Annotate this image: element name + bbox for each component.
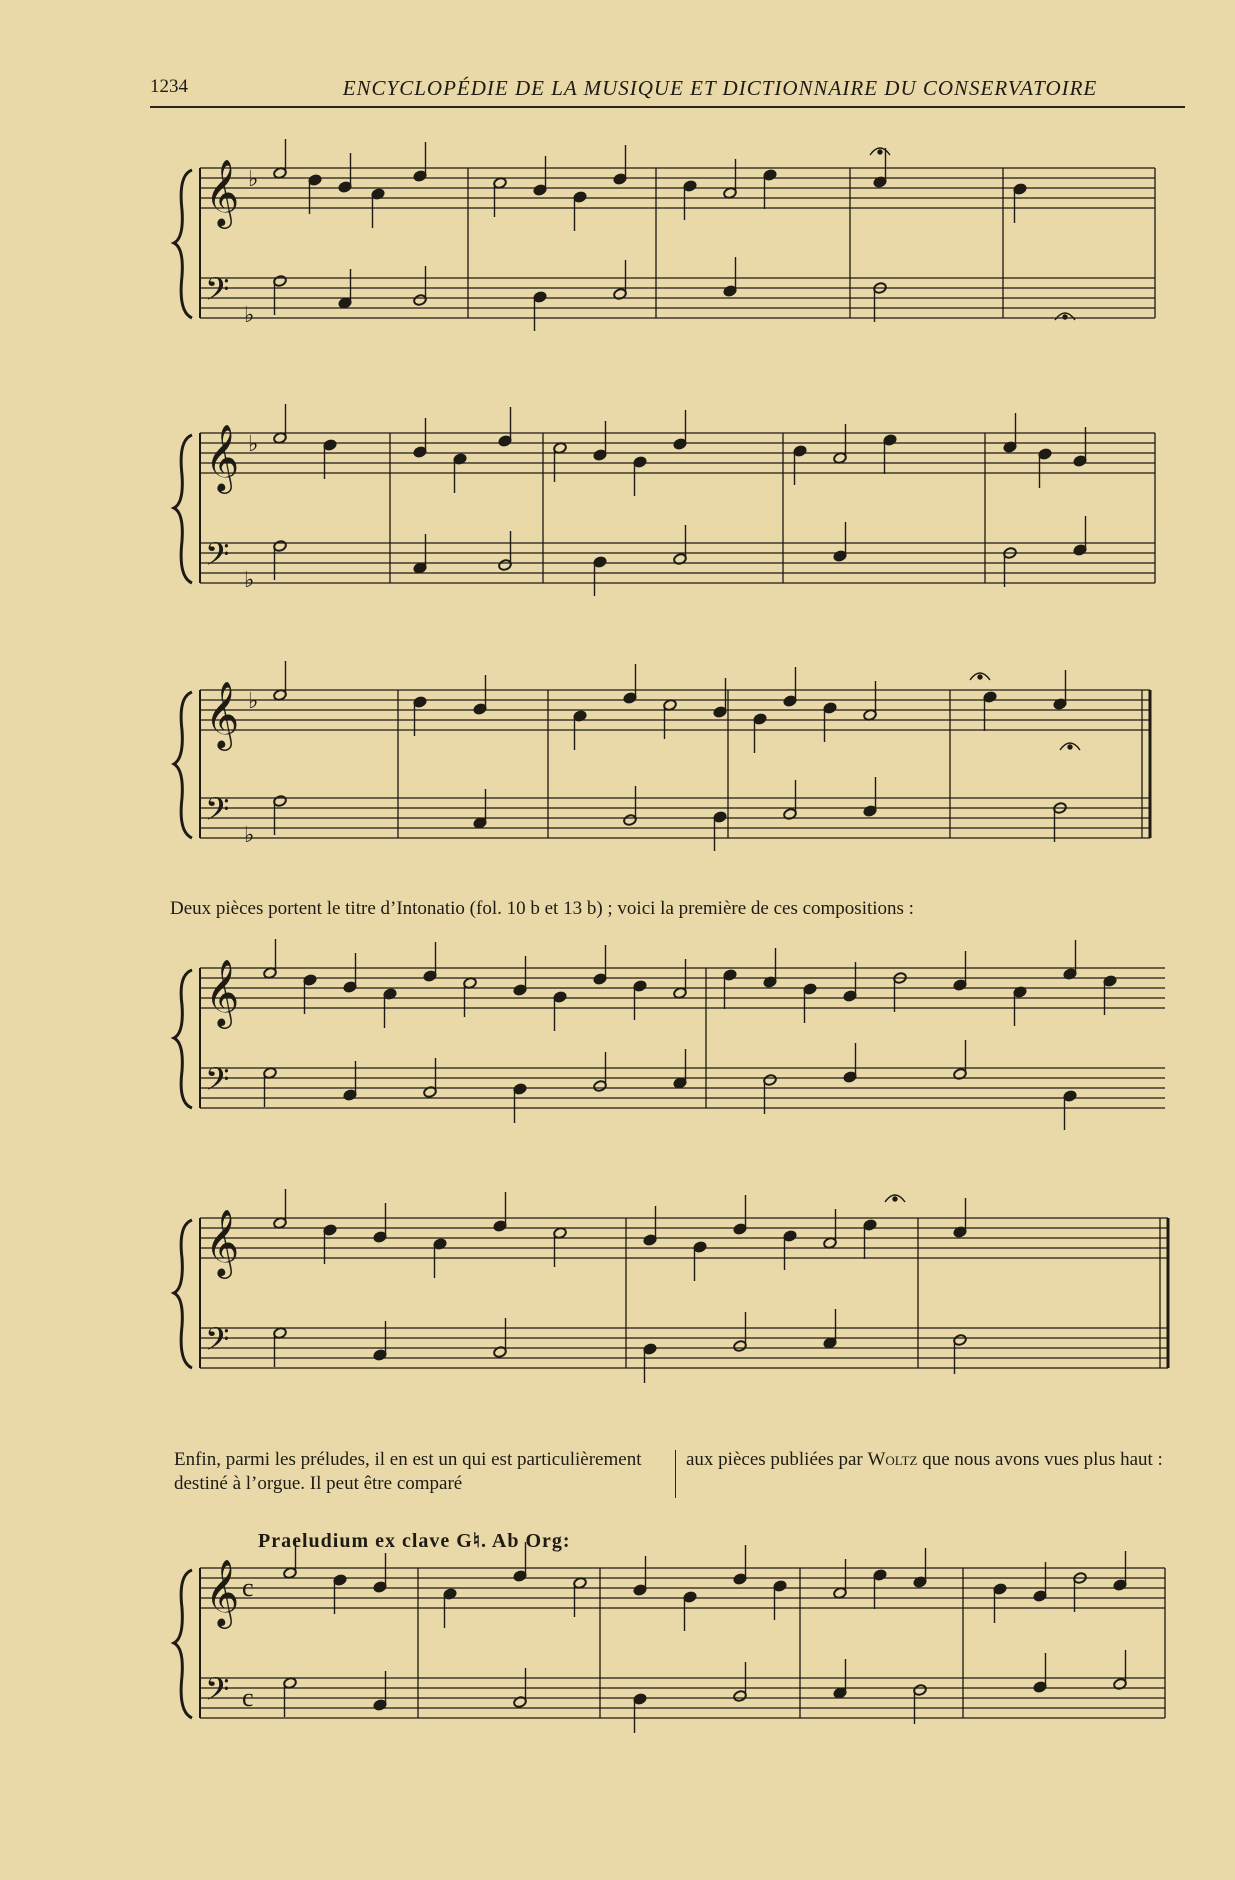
svg-text:𝄢: 𝄢 <box>205 791 230 835</box>
caption-intonatio: Deux pièces portent le titre d’Intonatio (fol. 10 b et 13 b) ; voici la première de ces compositions : <box>170 898 914 919</box>
prelude-title: Praeludium ex clave G♮. Ab Org: <box>258 1530 571 1552</box>
fermata-dot <box>893 1197 897 1201</box>
svg-text:♭: ♭ <box>244 568 255 593</box>
column-divider <box>675 1450 676 1498</box>
running-title: ENCYCLOPÉDIE DE LA MUSIQUE ET DICTIONNAIRE DU CONSERVATOIRE <box>342 76 1098 100</box>
fermata-dot <box>1063 315 1067 319</box>
svg-text:𝄞: 𝄞 <box>205 1558 240 1626</box>
svg-text:♭: ♭ <box>244 823 255 848</box>
svg-text:c: c <box>242 1683 254 1712</box>
svg-text:♭: ♭ <box>248 689 259 714</box>
text-column-right: aux pièces publiées par Woltz que nous avons vues plus haut : <box>686 1449 1163 1470</box>
svg-text:𝄢: 𝄢 <box>205 536 230 580</box>
svg-text:♭: ♭ <box>248 167 259 192</box>
svg-text:c: c <box>242 1573 254 1602</box>
staff-system-2 <box>200 433 1155 583</box>
svg-text:𝄞: 𝄞 <box>205 423 240 491</box>
fermata-dot <box>878 150 882 154</box>
svg-text:𝄢: 𝄢 <box>205 1671 230 1715</box>
svg-text:♭: ♭ <box>248 432 259 457</box>
page-number: 1234 <box>150 76 188 97</box>
staff-system-6 <box>200 1568 1165 1718</box>
fermata-dot <box>978 675 982 679</box>
bass-clef-icon: 𝄢 <box>205 271 230 315</box>
fermata-dot <box>1068 745 1072 749</box>
svg-text:♭: ♭ <box>244 303 255 328</box>
svg-text:𝄞: 𝄞 <box>205 958 240 1026</box>
treble-clef-icon: 𝄞 <box>205 158 240 226</box>
svg-text:𝄞: 𝄞 <box>205 680 240 748</box>
svg-text:𝄞: 𝄞 <box>205 1208 240 1276</box>
staff-system-5 <box>200 1218 1168 1368</box>
svg-text:𝄢: 𝄢 <box>205 1321 230 1365</box>
staff-system-3 <box>200 690 1150 838</box>
composer-name: Woltz <box>867 1449 918 1470</box>
svg-text:𝄢: 𝄢 <box>205 1061 230 1105</box>
text-column-left: Enfin, parmi les préludes, il en est un qui est particulièrement destiné à l’orgue. Il peut être comparé <box>174 1449 642 1494</box>
